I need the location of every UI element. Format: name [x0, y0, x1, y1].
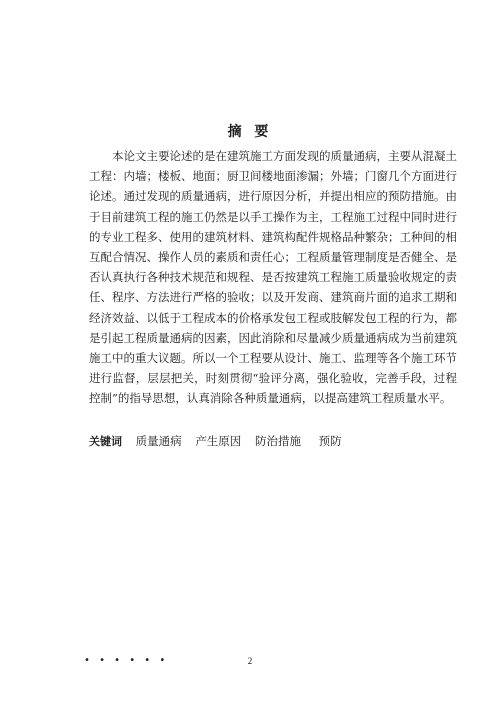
keyword-item: 产生原因	[195, 434, 242, 448]
page-number: 2	[247, 656, 253, 666]
keyword-item: 预防	[318, 434, 342, 448]
keyword-item: 质量通病	[135, 434, 182, 448]
footer-dots: • • • • • •	[84, 655, 169, 666]
abstract-body: 本论文主要论述的是在建筑施工方面发现的质量通病，主要从混凝土工程：内墙；楼板、地面；厨卫间楼地面渗漏；外墙；门窗几个方面进行论述。通过发现的质量通病，进行原因分析，并提出相应的预防措施。由于目前建筑工程的施工仍然是以手工操作为主，工程施工过程中同时进行的专业工程多、使用的建筑材料、建筑构配件规格品种繁杂；工种间的相互配合情况、操作人员的素质和责任心；工程质量管理制度是否健全、是否认真执行各种技术规范和规程、是否按建筑工程施工质量验收规定的责任、程序、方法进行严格的验收；以及开发商、建筑商片面的追求工期和经济效益、以低于工程成本的价格承发包工程或肢解发包工程的行为，都是引起工程质量通病的因素，因此消除和尽量减少质量通病成为当前建筑施工中的重大议题。所以一个工程要从设计、施工、监理等各个施工环节进行监督，层层把关，时刻贯彻“验评分离，强化验收，完善手段，过程控制”的指导思想，认真消除各种质量通病，以提高建筑工程质量水平。	[89, 149, 457, 406]
keywords-label: 关键词	[89, 435, 122, 448]
keywords-line	[89, 433, 457, 450]
abstract-title: 摘 要	[227, 124, 273, 140]
keyword-item: 防治措施	[254, 434, 301, 448]
